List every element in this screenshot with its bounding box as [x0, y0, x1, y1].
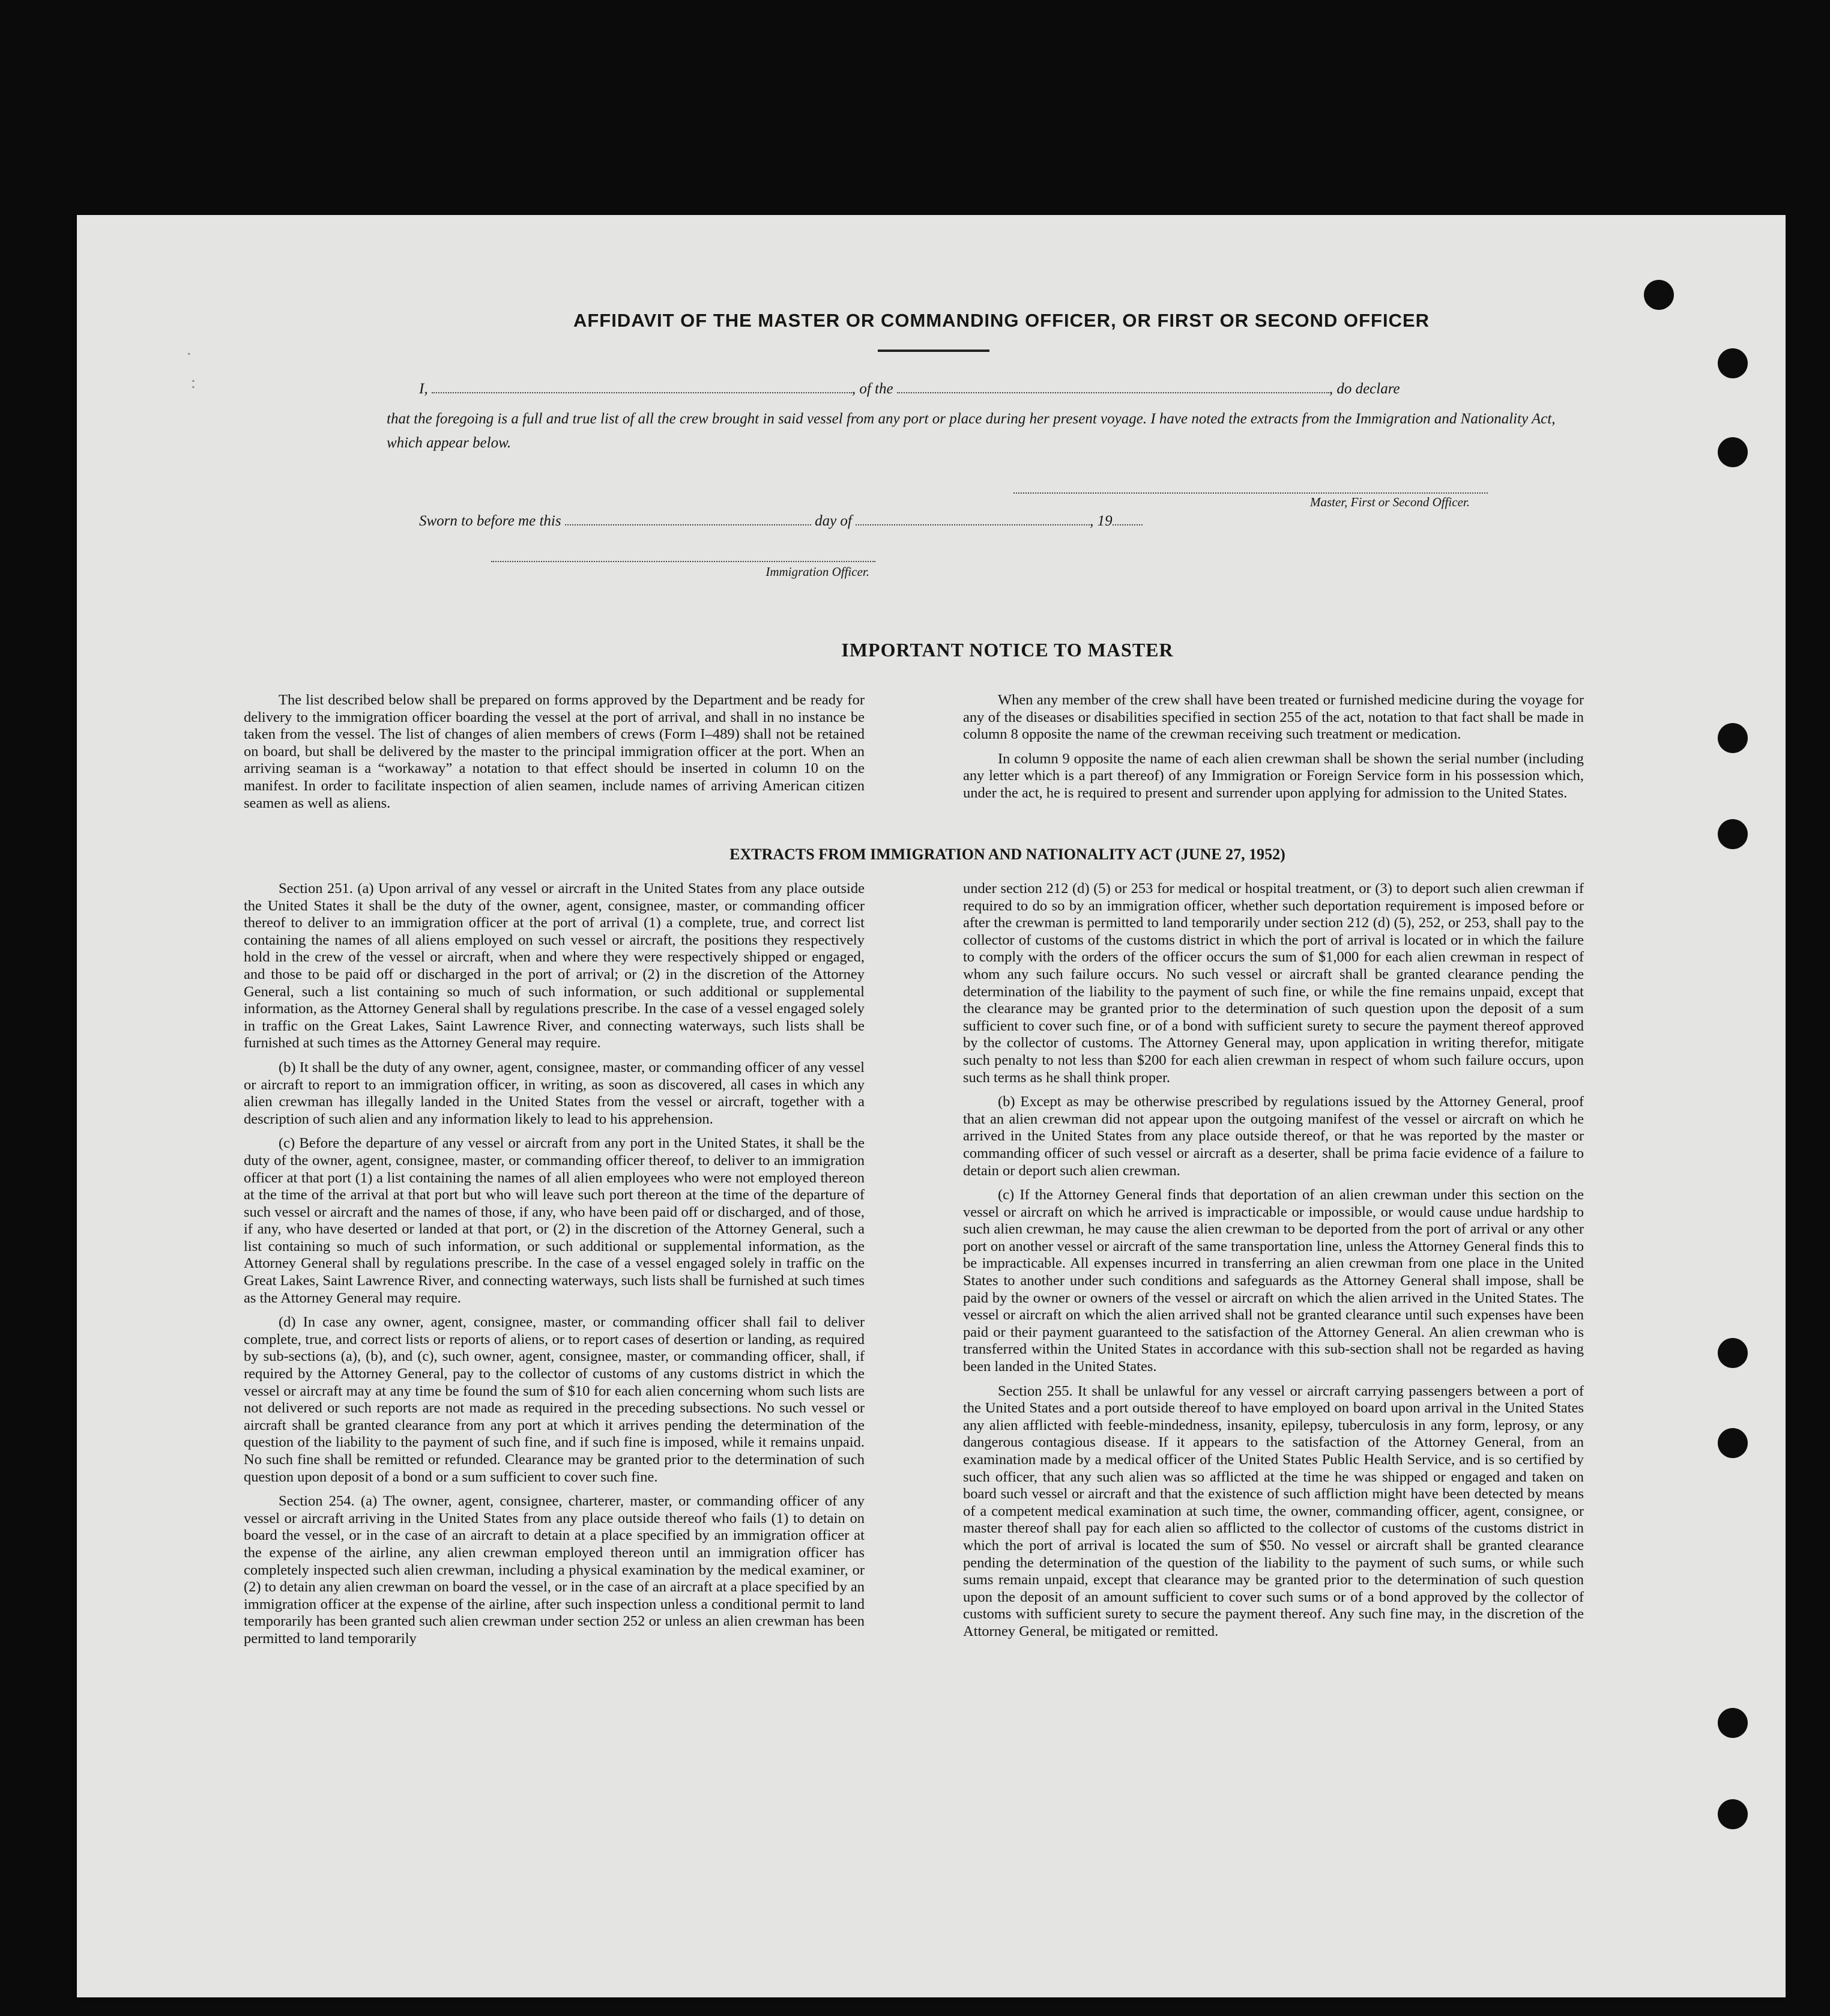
extracts-left-column: [244, 880, 865, 1655]
declarant-prefix: I,: [419, 381, 428, 397]
extracts-title: EXTRACTS FROM IMMIGRATION AND NATIONALITY ACT (JUNE 27, 1952): [729, 846, 1285, 863]
section-254a-paragraph: Section 254. (a) The owner, agent, consignee, charterer, master, or commanding officer of any vessel or aircraft arriving in the United States from any place outside thereof who fails (1) to detain on board the vessel, or in the case of an aircraft to detain at a place specified by an immigration officer at the expense of the airline, any alien crewman employed thereon until an immigration officer has completely inspected such alien crewman, including a physical examination by the medical examiner, or (2) to detain any alien crewman on board the vessel, or in the case of an aircraft at a place specified by an immigration officer at the expense of the airline, after such inspection unless a conditional permit to land temporarily has been granted such alien crewman under section 252 or unless an alien crewman has been permitted to land temporarily: [244, 1493, 865, 1647]
immigration-officer-signature-field[interactable]: [491, 561, 875, 562]
sworn-day-field[interactable]: [565, 513, 811, 525]
binder-hole: [1718, 348, 1748, 378]
master-signature-label: Master, First or Second Officer.: [1310, 495, 1470, 509]
section-251b-paragraph: (b) It shall be the duty of any owner, agent, consignee, master, or commanding officer of any vessel or aircraft to report to an immigration officer, in writing, as soon as discovered, all cases in which any alien crewman has illegally landed in the United States from the vessel or aircraft, together with a description of such alien and any information likely to lead to his apprehension.: [244, 1059, 865, 1127]
vessel-name-field[interactable]: [897, 381, 1329, 393]
section-254a-continued-paragraph: under section 212 (d) (5) or 253 for medical or hospital treatment, or (3) to deport such alien crewman if required to do so by an immigration officer, whether such deportation requirement is imposed before or after the crewman is permitted to land temporarily under section 212 (d) (5), 252, or 253, shall pay to the collector of customs of the customs district in which the port of arrival is located or in which the failure to comply with the orders of the officer occurs the sum of $1,000 for each alien crewman in respect of whom any such failure occurs. No such vessel or aircraft shall be granted clearance pending the determination of the liability to the payment of such fine, or while the fine remains unpaid, except that the clearance may be granted prior to the determination of such question upon the deposit of a sum sufficient to cover such fine, or of a bond with sufficient surety to secure the payment thereof approved by the collector of customs. The Attorney General may, upon application in writing therefor, mitigate such penalty to not less than $200 for each alien crewman in respect of whom such failure occurs, upon such terms as he shall think proper.: [963, 880, 1584, 1086]
binder-hole: [1718, 819, 1748, 849]
sworn-line: [419, 513, 1320, 530]
sworn-prefix: Sworn to before me this: [419, 513, 561, 529]
notice-title: IMPORTANT NOTICE TO MASTER: [841, 639, 1174, 661]
binder-hole: [1718, 1799, 1748, 1829]
sworn-month-field[interactable]: [856, 513, 1090, 525]
declarant-name-field[interactable]: [432, 381, 852, 393]
section-251a-paragraph: Section 251. (a) Upon arrival of any vessel or aircraft in the United States from any place outside the United States it shall be the duty of the owner, agent, consignee, master, or commanding officer thereof to deliver to an immigration officer at the port of arrival (1) a complete, true, and correct list containing the names of all aliens employed on such vessel or aircraft, the positions they respectively hold in the crew of the vessel or aircraft, when and where they were respectively shipped or engaged, and those to be paid off or discharged in the port of arrival; or (2) in the discretion of the Attorney General, such a list containing so much of such information, or such additional or supplemental information, as the Attorney General shall by regulations prescribe. In the case of a vessel engaged solely in traffic on the Great Lakes, Saint Lawrence River, and connecting waterways, such lists shall be furnished at such times as the Attorney General may require.: [244, 880, 865, 1052]
notice-right-paragraph: When any member of the crew shall have been treated or furnished medicine during the voyage for any of the diseases or disabilities specified in section 255 of the act, notation to that fact shall be made in column 8 opposite the name of the crewman receiving such treatment or medication.: [963, 692, 1584, 743]
scan-speck: ·: [186, 345, 192, 364]
declaration-text: that the foregoing is a full and true list of all the crew brought in said vessel from any port or place during her present voyage. I have noted the extracts from the Immigration and Nationality Act, which appear below.: [387, 411, 1556, 451]
immigration-officer-label: Immigration Officer.: [766, 565, 869, 579]
section-251c-paragraph: (c) Before the departure of any vessel or aircraft from any port in the United States, it shall be the duty of the owner, agent, consignee, master, or commanding officer thereof, to deliver to an immigration officer at that port (1) a list containing the names of all alien employees who were not employed thereon at the time of the arrival at that port but who will leave such port thereon at the time of the departure of such vessel or aircraft and the names of those, if any, who have been paid off or discharged, and of those, if any, who have deserted or landed at that port, or (2) in the discretion of the Attorney General, such a list containing so much of such information, or such additional or supplemental information, as the Attorney General shall by regulations prescribe. In the case of a vessel engaged solely in traffic on the Great Lakes, Saint Lawrence River, and connecting waterways, such lists shall be furnished at such times as the Attorney General may require.: [244, 1135, 865, 1306]
title-underline: [878, 350, 989, 352]
scan-speck: :: [191, 374, 196, 392]
declaration-line: [419, 381, 1560, 398]
do-declare-label: , do declare: [1329, 381, 1400, 397]
notice-left-column: [244, 692, 865, 819]
binder-hole: [1718, 1338, 1748, 1368]
affidavit-title: AFFIDAVIT OF THE MASTER OR COMMANDING OFFICER, OR FIRST OR SECOND OFFICER: [573, 310, 1430, 331]
notice-right-column: [963, 692, 1584, 810]
notice-right-paragraph: In column 9 opposite the name of each alien crewman shall be shown the serial number (including any letter which is a part thereof) of any Immigration or Foreign Service form in his possession which, under the act, he is required to present and surrender upon applying for admission to the United States.: [963, 750, 1584, 801]
year-label: , 19: [1090, 513, 1113, 529]
master-signature-field[interactable]: [1013, 492, 1488, 494]
binder-hole: [1718, 1708, 1748, 1738]
sworn-year-field[interactable]: [1113, 513, 1143, 525]
section-254c-paragraph: (c) If the Attorney General finds that deportation of an alien crewman under this section on the vessel or aircraft on which he arrived is impracticable or impossible, or would cause undue hardship to such alien crewman, he may cause the alien crewman to be deported from the port of arrival or any other port on another vessel or aircraft of the same transportation line, unless the Attorney General finds this to be impracticable. All expenses incurred in transferring an alien crewman from one place in the United States to another under such conditions and safeguards as the Attorney General shall impose, shall be paid by the owner or owners of the vessel or aircraft on which the alien arrived in the United States. The vessel or aircraft on which the alien arrived shall not be granted clearance until such expenses have been paid or their payment guaranteed to the satisfaction of the Attorney General. An alien crewman who is transferred within the United States in accordance with this sub-section shall not be regarded as having been landed in the United States.: [963, 1187, 1584, 1375]
binder-hole: [1718, 1428, 1748, 1458]
binder-hole: [1718, 723, 1748, 753]
section-255-paragraph: Section 255. It shall be unlawful for any vessel or aircraft carrying passengers between a port of the United States and a port outside thereof to have employed on board upon arrival in the United States any alien afflicted with feeble-mindedness, insanity, epilepsy, tuberculosis in any form, leprosy, or any dangerous contagious disease. If it appears to the satisfaction of the Attorney General, from an examination made by a medical officer of the United States Public Health Service, and is so certified by such officer, that any such alien was so afflicted at the time he was shipped or engaged and taken on board such vessel or aircraft and that the existence of such affliction might have been detected by means of a competent medical examination at such time, the owner, commanding officer, agent, consignee, or master thereof shall pay for each alien so afflicted to the collector of customs of the customs district in which the port of arrival is located the sum of $50. No vessel or aircraft shall be granted clearance pending the determination of the question of the liability to the payment of such sums, or while such sums remain unpaid, except that clearance may be granted prior to the determination of such question upon the deposit of an amount sufficient to cover such sums or of a bond approved by the collector of customs with sufficient surety to secure the payment thereof. Any such fine may, in the discretion of the Attorney General, be mitigated or remitted.: [963, 1382, 1584, 1639]
binder-hole: [1718, 437, 1748, 467]
notice-left-paragraph: The list described below shall be prepared on forms approved by the Department and be ready for delivery to the immigration officer boarding the vessel at the port of arrival, and shall in no instance be taken from the vessel. The list of changes of alien members of crews (Form I–489) shall not be retained on board, but shall be delivered by the master to the principal immigration officer at the port. When an arriving seaman is a “workaway” a notation to that effect should be inserted in column 10 on the manifest. In order to facilitate inspection of alien seamen, include names of arriving American citizen seamen as well as aliens.: [244, 692, 865, 811]
binder-hole: [1644, 280, 1674, 310]
of-the-label: , of the: [851, 381, 893, 397]
document-page: [77, 215, 1786, 1997]
section-254b-paragraph: (b) Except as may be otherwise prescribed by regulations issued by the Attorney General, proof that an alien crewman did not appear upon the outgoing manifest of the vessel or aircraft on which he arrived in the United States from any place outside thereof, or that he was reported by the master or commanding officer of such vessel or aircraft as a deserter, shall be prima facie evidence of a failure to detain or deport such alien crewman.: [963, 1094, 1584, 1179]
section-251d-paragraph: (d) In case any owner, agent, consignee, master, or commanding officer shall fail to deliver complete, true, and correct lists or reports of aliens, or to report cases of desertion or landing, as required by sub-sections (a), (b), and (c), such owner, agent, consignee, master, or commanding officer, shall, if required by the Attorney General, pay to the collector of customs of any customs district in which the vessel or aircraft may at any time be found the sum of $10 for each alien concerning whom such lists are not delivered or such reports are not made as required in the preceding subsections. No such vessel or aircraft shall be granted clearance from any port at which it arrives pending the determination of the question of the liability to the payment of such fine, and if such fine is imposed, while it remains unpaid. No such fine shall be remitted or refunded. Clearance may be granted prior to the determination of such question upon deposit of a bond or a sum sufficient to cover such fine.: [244, 1314, 865, 1485]
extracts-right-column: [963, 880, 1584, 1648]
day-of-label: day of: [815, 513, 852, 529]
